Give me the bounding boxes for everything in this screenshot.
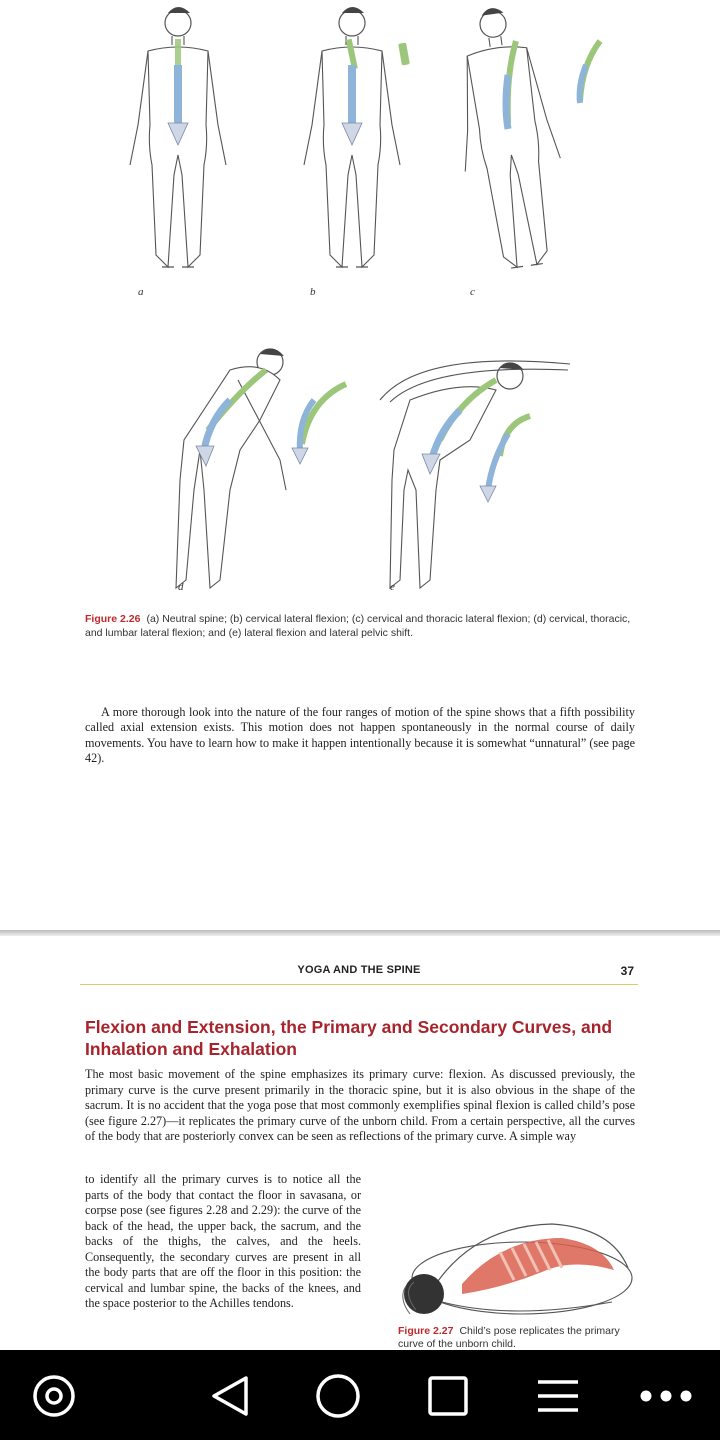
figure-2-27-childs-pose: [392, 1198, 640, 1328]
home-icon[interactable]: [310, 1372, 366, 1420]
recents-icon[interactable]: [420, 1372, 476, 1420]
svg-text:c: c: [470, 286, 475, 298]
figure-c-cervical-thoracic-lateral-flexion: [443, 5, 600, 272]
more-icon[interactable]: [638, 1372, 694, 1420]
figure-2-26-caption: [85, 612, 645, 640]
figure-a-neutral-spine: [130, 7, 226, 267]
figure-2-27-caption: [398, 1325, 638, 1350]
running-head: [80, 964, 638, 985]
figure-2-26-row-1: [100, 5, 640, 300]
document-page-37: [0, 936, 720, 1350]
figure-2-27-caption-text: Child’s pose replicates the primary curve of the unborn child.: [398, 1325, 620, 1350]
back-icon[interactable]: [202, 1372, 258, 1420]
svg-text:e: e: [390, 581, 395, 593]
eye-icon[interactable]: [26, 1372, 82, 1420]
svg-text:a: a: [138, 286, 144, 298]
svg-text:b: b: [310, 286, 316, 298]
figure-d-full-lateral-flexion: [176, 348, 346, 588]
body-paragraph-primary-curve: The most basic movement of the spine emphasizes its primary curve: flexion. As discussed previously, the primary curve is the curve present primarily in the thoracic spine, but it is also obvious in the shape of the sacrum. It is no accident that the yoga pose that most commonly exemplifies spinal flexion is called child’s pose (see figure 2.27)—it replicates the primary curve of the unborn child. From a certain perspective, all the curves of the body that are posteriorly convex can be seen as reflections of the primary curve. A simple way: [85, 1067, 635, 1143]
figure-2-26-row-2: [150, 340, 610, 600]
figure-2-27-label: Figure 2.27: [398, 1325, 454, 1337]
figure-b-cervical-lateral-flexion: [304, 7, 410, 267]
running-head-title: YOGA AND THE SPINE: [297, 964, 421, 976]
section-title: Flexion and Extension, the Primary and Secondary Curves, and Inhalation and Exhalation: [85, 1017, 613, 1059]
figure-2-26-caption-text: (a) Neutral spine; (b) cervical lateral flexion; (c) cervical and thoracic lateral flexion; (d) cervical, thoracic, and lumbar lateral flexion; and (e) lateral flexion and lateral pelvic shift.: [85, 613, 631, 639]
svg-text:d: d: [178, 581, 184, 593]
body-paragraph-primary-curve-continued: to identify all the primary curves is to notice all the parts of the body that contact the floor in savasana, or corpse pose (see figures 2.28 and 2.29): the curve of the back of the head, the upper back, the sacrum, and the backs of the thighs, the calves, and the heels. Consequently, the secondary curves are present in all the body parts that are off the floor in this position: the cervical and lumbar spine, the backs of the knees, and the space posterior to the Achilles tendons.: [85, 1172, 361, 1310]
body-paragraph-axial-extension: A more thorough look into the nature of the four ranges of motion of the spine shows that a fifth possibility called axial extension exists. This motion does not happen spontaneously in the normal course of daily movements. You have to learn how to make it happen intentionally because it is somewhat “unnatural” (see page 42).: [85, 705, 635, 765]
figure-e-lateral-flexion-pelvic-shift: [380, 361, 570, 588]
page-number: 37: [620, 964, 634, 978]
figure-2-26-label: Figure 2.26: [85, 613, 141, 625]
bottom-navigation-bar: [0, 1350, 720, 1440]
menu-icon[interactable]: [530, 1372, 586, 1420]
